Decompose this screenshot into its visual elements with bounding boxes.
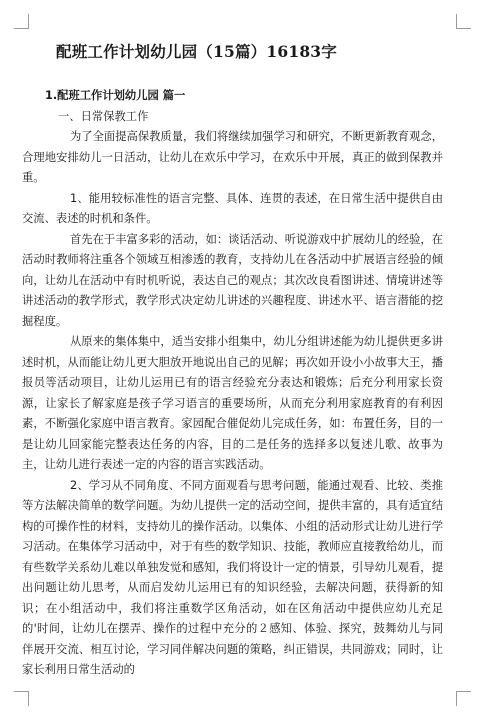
page-corner-mark-top-right [456, 14, 471, 29]
page-corner-mark-bottom-left [14, 691, 29, 706]
document-body [22, 86, 443, 681]
page-corner-mark-top-left [14, 14, 29, 29]
paragraph: 为了全面提高保教质量，我们将继续加强学习和研究，不断更新教育观念，合理地安排幼儿一日活动，让幼儿在欢乐中学习，在欢乐中开展，真正的做到保教并重。 [22, 130, 443, 184]
section-heading: 1.配班工作计划幼儿园 篇一 [45, 89, 186, 102]
subheading: 一、日常保教工作 [58, 109, 149, 123]
paragraph: 1、能用较标准性的语言完整、具体、连贯的表述，在日常生活中提供自由交流、表述的时机和条件。 [22, 191, 443, 225]
paragraph: 从原来的集体集中，适当安排小组集中，幼儿分组讲述能为幼儿提供更多讲述时机，从而能让幼儿更大胆放开地说出自己的见解；再次如开设小小故事大王，播报员等活动项目，让幼儿运用已有的语言经验充分表达和锻炼；后充分利用家长资源，让家长了解家庭是孩子学习语言的重要场所，从而充分利用家庭教育的有利因素，不断强化家庭中语言教育。家园配合催促幼儿完成任务，如：布置任务，目的一是让幼儿回家能完整表达任务的内容，目的二是任务的选择多以复述儿歌、故事为主，让幼儿进行表述一定的内容的语言实践活动。 [22, 335, 443, 471]
document-title: 配班工作计划幼儿园（15篇）16183字 [56, 42, 337, 61]
page-corner-mark-bottom-right [456, 691, 471, 706]
paragraph: 2、学习从不同角度、不同方面观看与思考问题，能通过观看、比较、类推等方法解决简单的数学问题。为幼儿提供一定的活动空间，提供丰富的，具有适宜结构的可操作性的材料，支持幼儿的操作活动。以集体、小组的活动形式让幼儿进行学习活动。在集体学习活动中，对于有些的数学知识、技能，教师应直接教给幼儿，而有些数学关系幼儿难以单独发觉和感知，我们将设计一定的情景，引导幼儿观看，提出问题让幼儿思考，从而启发幼儿运用已有的知识经验，去解决问题，获得新的知识；在小组活动中，我们将注重数学区角活动，如在区角活动中提供应幼儿充足的'时间，让幼儿在摆弄、操作的过程中充分的２感知、体验、探究，鼓舞幼儿与同伴展开交流、相互讨论，学习同伴解决问题的策略，纠正错误，共同游戏；同时，让家长利用日常生活动的 [22, 478, 444, 676]
paragraph: 首先在于丰富多彩的活动，如：谈话活动、听说游戏中扩展幼儿的经验，在活动时教师将注重各个领域互相渗透的教育，支持幼儿在各活动中扩展语言经验的倾向，让幼儿在活动中有时机听说，表达自己的观点；其次改良看图讲述、情境讲述等讲述活动的教学形式，教学形式决定幼儿讲述的兴趣程度、讲述水平、语言潜能的挖掘程度。 [22, 232, 443, 328]
